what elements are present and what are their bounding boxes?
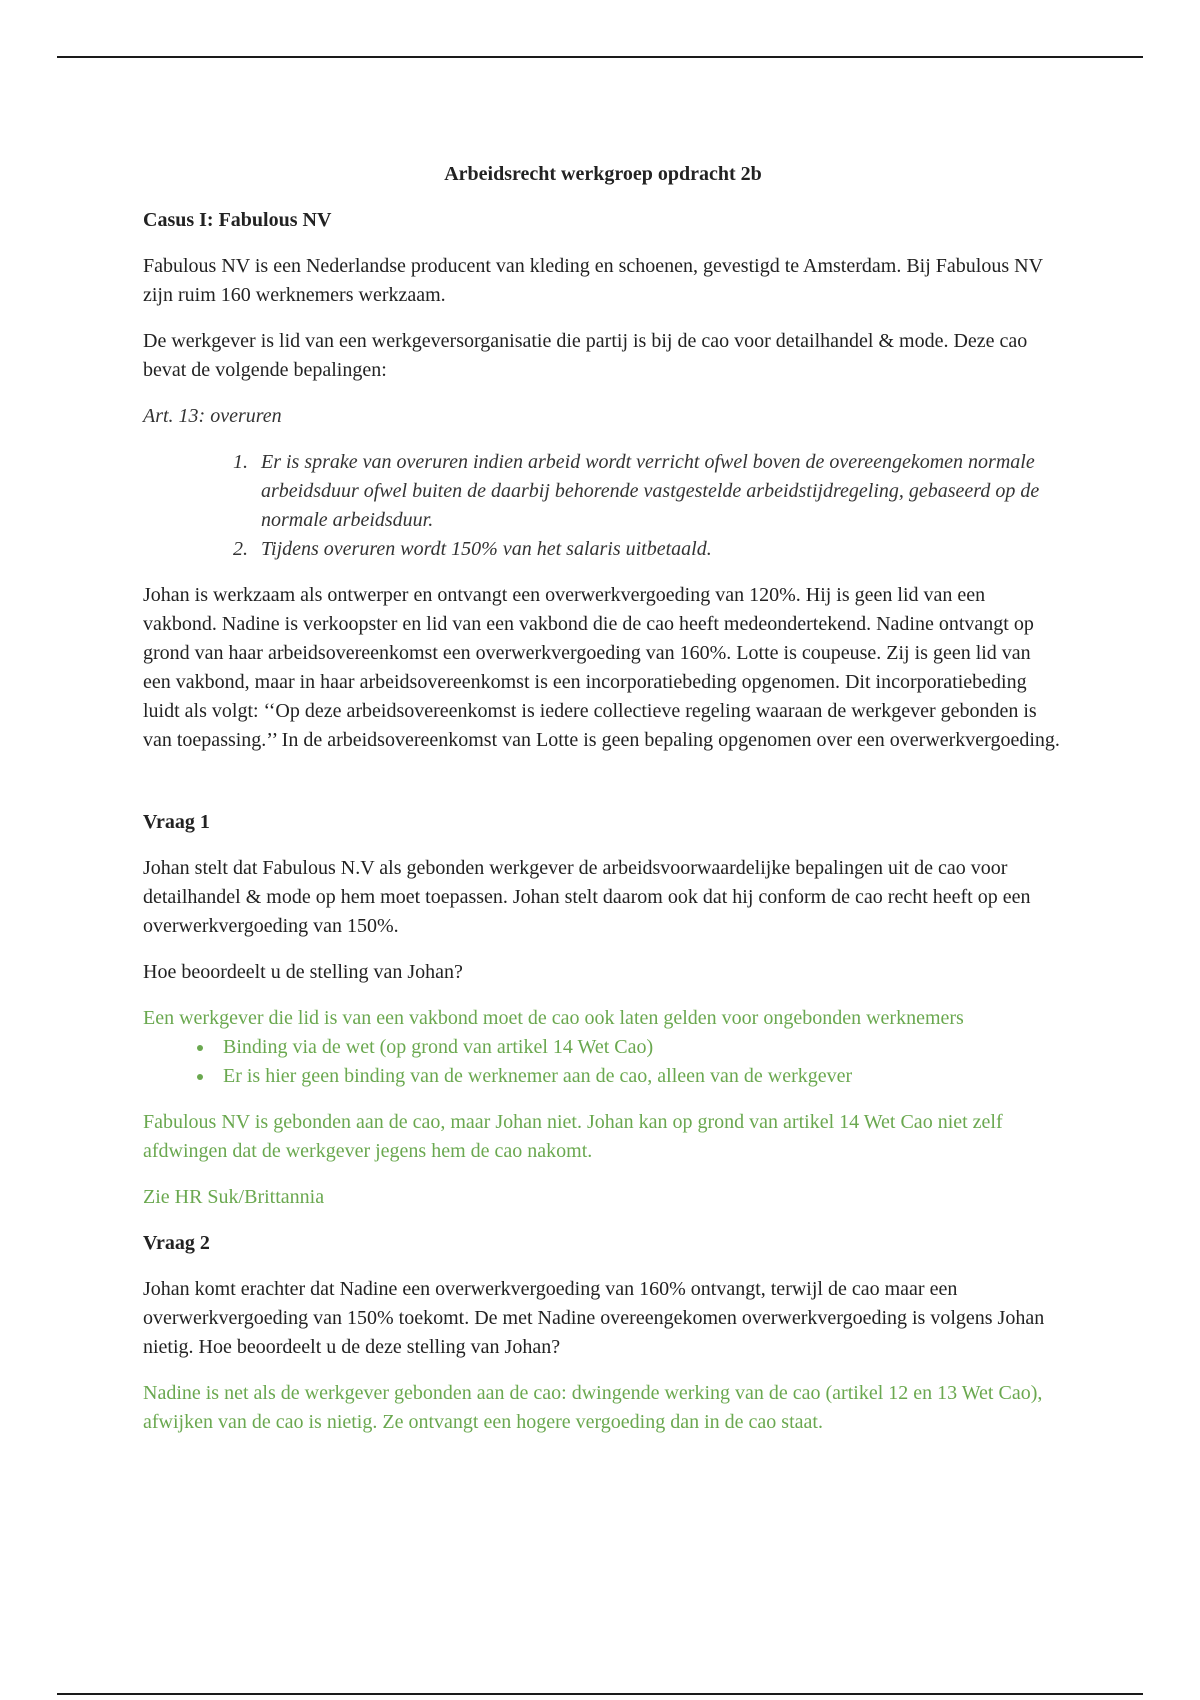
vraag2-question-paragraph: Johan komt erachter dat Nadine een overwerkvergoeding van 160% ontvangt, terwijl de cao maar een overwerkvergoeding van 150% toekomt. De met Nadine overeengekomen overwerkvergoeding is volgens Johan nietig. Hoe beoordeelt u de deze stelling van Johan? (143, 1278, 1045, 1358)
vraag2-answer-paragraph: Nadine is net als de werkgever gebonden aan de cao: dwingende werking van de cao (artikel 12 en 13 Wet Cao), afwijken van de cao is nietig. Ze ontvangt een hogere vergoeding dan in de cao staat. (143, 1382, 1043, 1433)
bottom-rule (57, 1693, 1143, 1695)
top-rule (57, 56, 1143, 58)
article-item: 2. Tijdens overuren wordt 150% van het salaris uitbetaald. (253, 535, 1063, 564)
vraag1-question-paragraph: Johan stelt dat Fabulous N.V als gebonden werkgever de arbeidsvoorwaardelijke bepalingen uit de cao voor detailhandel & mode op hem moet toepassen. Johan stelt daarom ook dat hij conform de cao recht heeft op een overwerkvergoeding van 150%. (143, 857, 1031, 937)
vraag1-reference: Zie HR Suk/Brittannia (143, 1186, 325, 1208)
intro-paragraph: Fabulous NV is een Nederlandse producent van kleding en schoenen, gevestigd te Amsterdam. Bij Fabulous NV zijn ruim 160 werknemers werkzaam. (143, 255, 1043, 306)
answer-bullet: • Er is hier geen binding van de werknemer aan de cao, alleen van de werkgever (215, 1062, 1063, 1091)
answer-bullet: • Binding via de wet (op grond van artikel 14 Wet Cao) (215, 1033, 1063, 1062)
vraag1-question: Hoe beoordeelt u de stelling van Johan? (143, 961, 463, 983)
intro-paragraph: De werkgever is lid van een werkgeversorganisatie die partij is bij de cao voor detailhandel & mode. Deze cao bevat de volgende bepalingen: (143, 330, 1028, 381)
casus-heading: Casus I: Fabulous NV (143, 209, 332, 231)
vraag2-heading: Vraag 2 (143, 1232, 210, 1254)
facts-paragraph: Johan is werkzaam als ontwerper en ontvangt een overwerkvergoeding van 120%. Hij is geen lid van een vakbond. Nadine is verkoopster en lid van een vakbond die de cao heeft medeondertekend. Nadine ontvangt op grond van haar arbeidsovereenkomst een overwerkvergoeding van 160%. Lotte is coupeuse. Zij is geen lid van een vakbond, maar in haar arbeidsovereenkomst is een incorporatiebeding opgenomen. Dit incorporatiebeding luidt als volgt: ‘‘Op deze arbeidsovereenkomst is iedere collectieve regeling waaraan de werkgever gebonden is van toepassing.’’ In de arbeidsovereenkomst van Lotte is geen bepaling opgenomen over een overwerkvergoeding. (143, 584, 1060, 751)
vraag1-answer-paragraph: Fabulous NV is gebonden aan de cao, maar Johan niet. Johan kan op grond van artikel 14 Wet Cao niet zelf afdwingen dat de werkgever jegens hem de cao nakomt. (143, 1111, 1003, 1162)
document-title: Arbeidsrecht werkgroep opdracht 2b (444, 163, 762, 185)
vraag1-heading: Vraag 1 (143, 811, 210, 833)
article-heading: Art. 13: overuren (143, 405, 282, 427)
document-body (143, 160, 1063, 1454)
article-list (143, 448, 1063, 564)
article-item: 1. Er is sprake van overuren indien arbeid wordt verricht ofwel boven de overeengekomen normale arbeidsduur ofwel buiten de daarbij behorende vastgestelde arbeidstijdregeling, gebaseerd op de normale arbeidsduur. (253, 448, 1063, 535)
vraag1-answer-bullets (143, 1033, 1063, 1091)
vraag1-answer-line: Een werkgever die lid is van een vakbond moet de cao ook laten gelden voor ongebonden werknemers (143, 1007, 964, 1029)
